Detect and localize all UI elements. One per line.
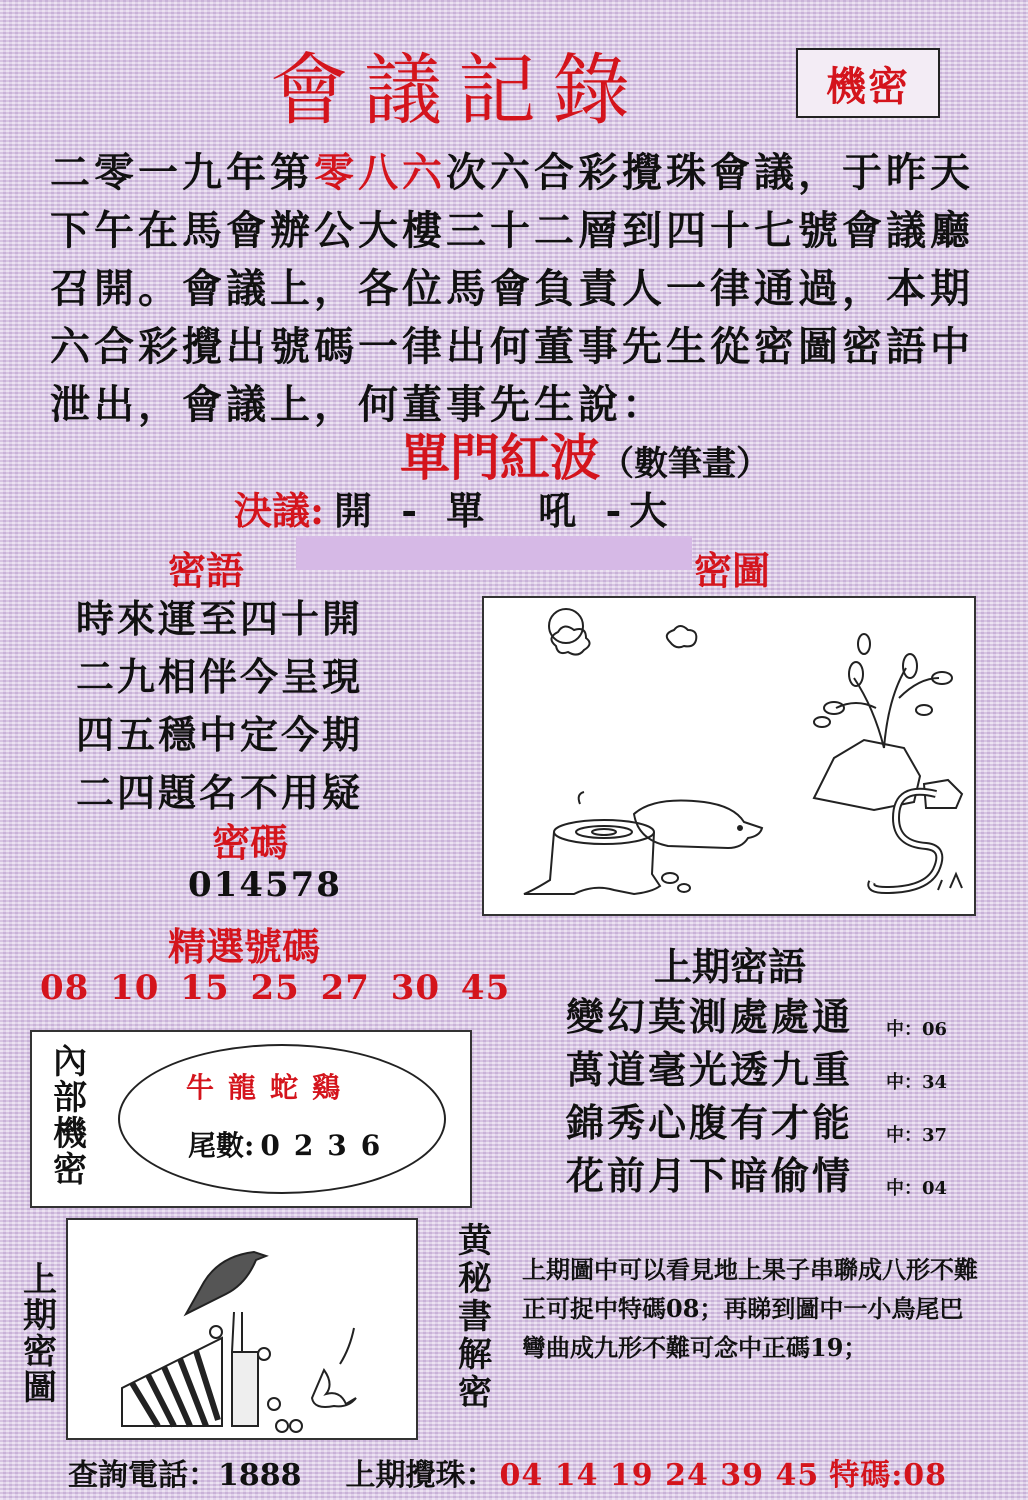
label-char: 密 bbox=[458, 1373, 492, 1413]
poem-line: 四五穩中定今期 bbox=[76, 712, 364, 757]
last-hits bbox=[886, 1003, 947, 1215]
label-char: 機 bbox=[53, 1114, 87, 1154]
selected-numbers-label: 精選號碼 bbox=[168, 924, 321, 969]
label-char: 圖 bbox=[23, 1368, 57, 1408]
last-picture bbox=[66, 1218, 418, 1440]
last-poem-line: 變幻莫測處處通 bbox=[566, 994, 854, 1039]
label-char: 密 bbox=[53, 1150, 87, 1190]
label-char: 內 bbox=[53, 1042, 87, 1082]
label-char: 密 bbox=[23, 1332, 57, 1372]
label-char: 書 bbox=[458, 1297, 492, 1337]
last-picture-label bbox=[20, 1262, 60, 1406]
special-number: 特碼:08 bbox=[829, 1458, 948, 1493]
selected-numbers: 08 10 15 25 27 30 45 bbox=[40, 968, 511, 1008]
phone-number: 1888 bbox=[218, 1458, 302, 1493]
intro-line-1-end: 次六合彩攪珠會議，于昨天 bbox=[446, 149, 974, 196]
hit-value: 中：37 bbox=[886, 1125, 948, 1146]
hit-value: 中：34 bbox=[886, 1072, 948, 1093]
label-char: 上 bbox=[23, 1260, 57, 1300]
last-draw-label: 上期攪珠： bbox=[345, 1458, 496, 1493]
resolution-label: 決議: bbox=[234, 488, 325, 533]
intro-line-1-start: 二零一九年第 bbox=[50, 149, 314, 196]
intro-line-3: 召開。會議上，各位馬會負責人一律通過，本期 bbox=[50, 265, 974, 312]
bird-steps-illustration bbox=[68, 1220, 416, 1438]
secret-code-value: 014578 bbox=[188, 865, 342, 905]
tail-value: 0236 bbox=[260, 1129, 395, 1162]
hit-value: 中：06 bbox=[886, 1019, 948, 1040]
last-poem-line: 錦秀心腹有才能 bbox=[566, 1100, 854, 1145]
tail-numbers bbox=[188, 1124, 394, 1164]
resolution-value: 開 - 單 吼 -大 bbox=[334, 488, 676, 533]
hit-value: 中：04 bbox=[886, 1178, 948, 1199]
last-secret-words-poem bbox=[566, 990, 853, 1202]
blank-bar bbox=[296, 536, 692, 570]
intro-line-1 bbox=[50, 144, 990, 202]
phone-label: 查詢電話： bbox=[68, 1458, 218, 1493]
secret-picture bbox=[482, 596, 976, 916]
label-char: 期 bbox=[23, 1296, 57, 1336]
intro-line-5: 泄出，會議上，何董事先生說： bbox=[50, 381, 666, 428]
pig-snake-tree-illustration bbox=[484, 598, 974, 914]
secret-words-label: 密語 bbox=[168, 548, 245, 593]
secret-words-poem bbox=[76, 590, 363, 822]
inner-secret-label bbox=[50, 1044, 90, 1188]
confidential-badge: 機密 bbox=[796, 48, 940, 118]
intro-paragraph bbox=[50, 144, 990, 434]
last-draw-numbers: 04 14 19 24 39 45 bbox=[499, 1458, 820, 1493]
poem-line: 時來運至四十開 bbox=[76, 596, 364, 641]
zodiac-list: 牛龍蛇鷄 bbox=[186, 1071, 355, 1104]
resolution bbox=[234, 480, 675, 535]
secretary-explanation: 上期圖中可以看見地上果子串聯成八形不難正可捉中特碼08；再睇到圖中一小鳥尾巴彎曲成九形不難可念中正碼19； bbox=[522, 1255, 978, 1362]
poem-line: 二四題名不用疑 bbox=[76, 770, 364, 815]
label-char: 部 bbox=[53, 1078, 87, 1118]
issue-number: 零八六 bbox=[314, 149, 446, 196]
secret-code-label: 密碼 bbox=[212, 820, 289, 865]
tail-label: 尾數: bbox=[188, 1129, 255, 1162]
last-poem-line: 花前月下暗偷情 bbox=[566, 1153, 854, 1198]
last-secret-words-label: 上期密語 bbox=[654, 944, 807, 989]
intro-line-2: 下午在馬會辦公大樓三十二層到四十七號會議廳 bbox=[50, 207, 974, 254]
footer bbox=[68, 1450, 947, 1494]
page-title: 會議記錄 bbox=[270, 46, 647, 136]
label-char: 黄 bbox=[458, 1221, 492, 1261]
headline-main: 單門紅波 bbox=[400, 428, 600, 487]
label-char: 秘 bbox=[458, 1259, 492, 1299]
secret-picture-label: 密圖 bbox=[694, 548, 771, 593]
intro-line-4: 六合彩攪出號碼一律出何董事先生從密圖密語中 bbox=[50, 323, 974, 370]
headline-note: （數筆畫） bbox=[600, 444, 770, 484]
poem-line: 二九相伴今呈現 bbox=[76, 654, 364, 699]
last-poem-line: 萬道毫光透九重 bbox=[566, 1047, 854, 1092]
secretary-label bbox=[452, 1222, 498, 1412]
cloud-icon bbox=[667, 626, 697, 647]
label-char: 解 bbox=[458, 1335, 492, 1375]
